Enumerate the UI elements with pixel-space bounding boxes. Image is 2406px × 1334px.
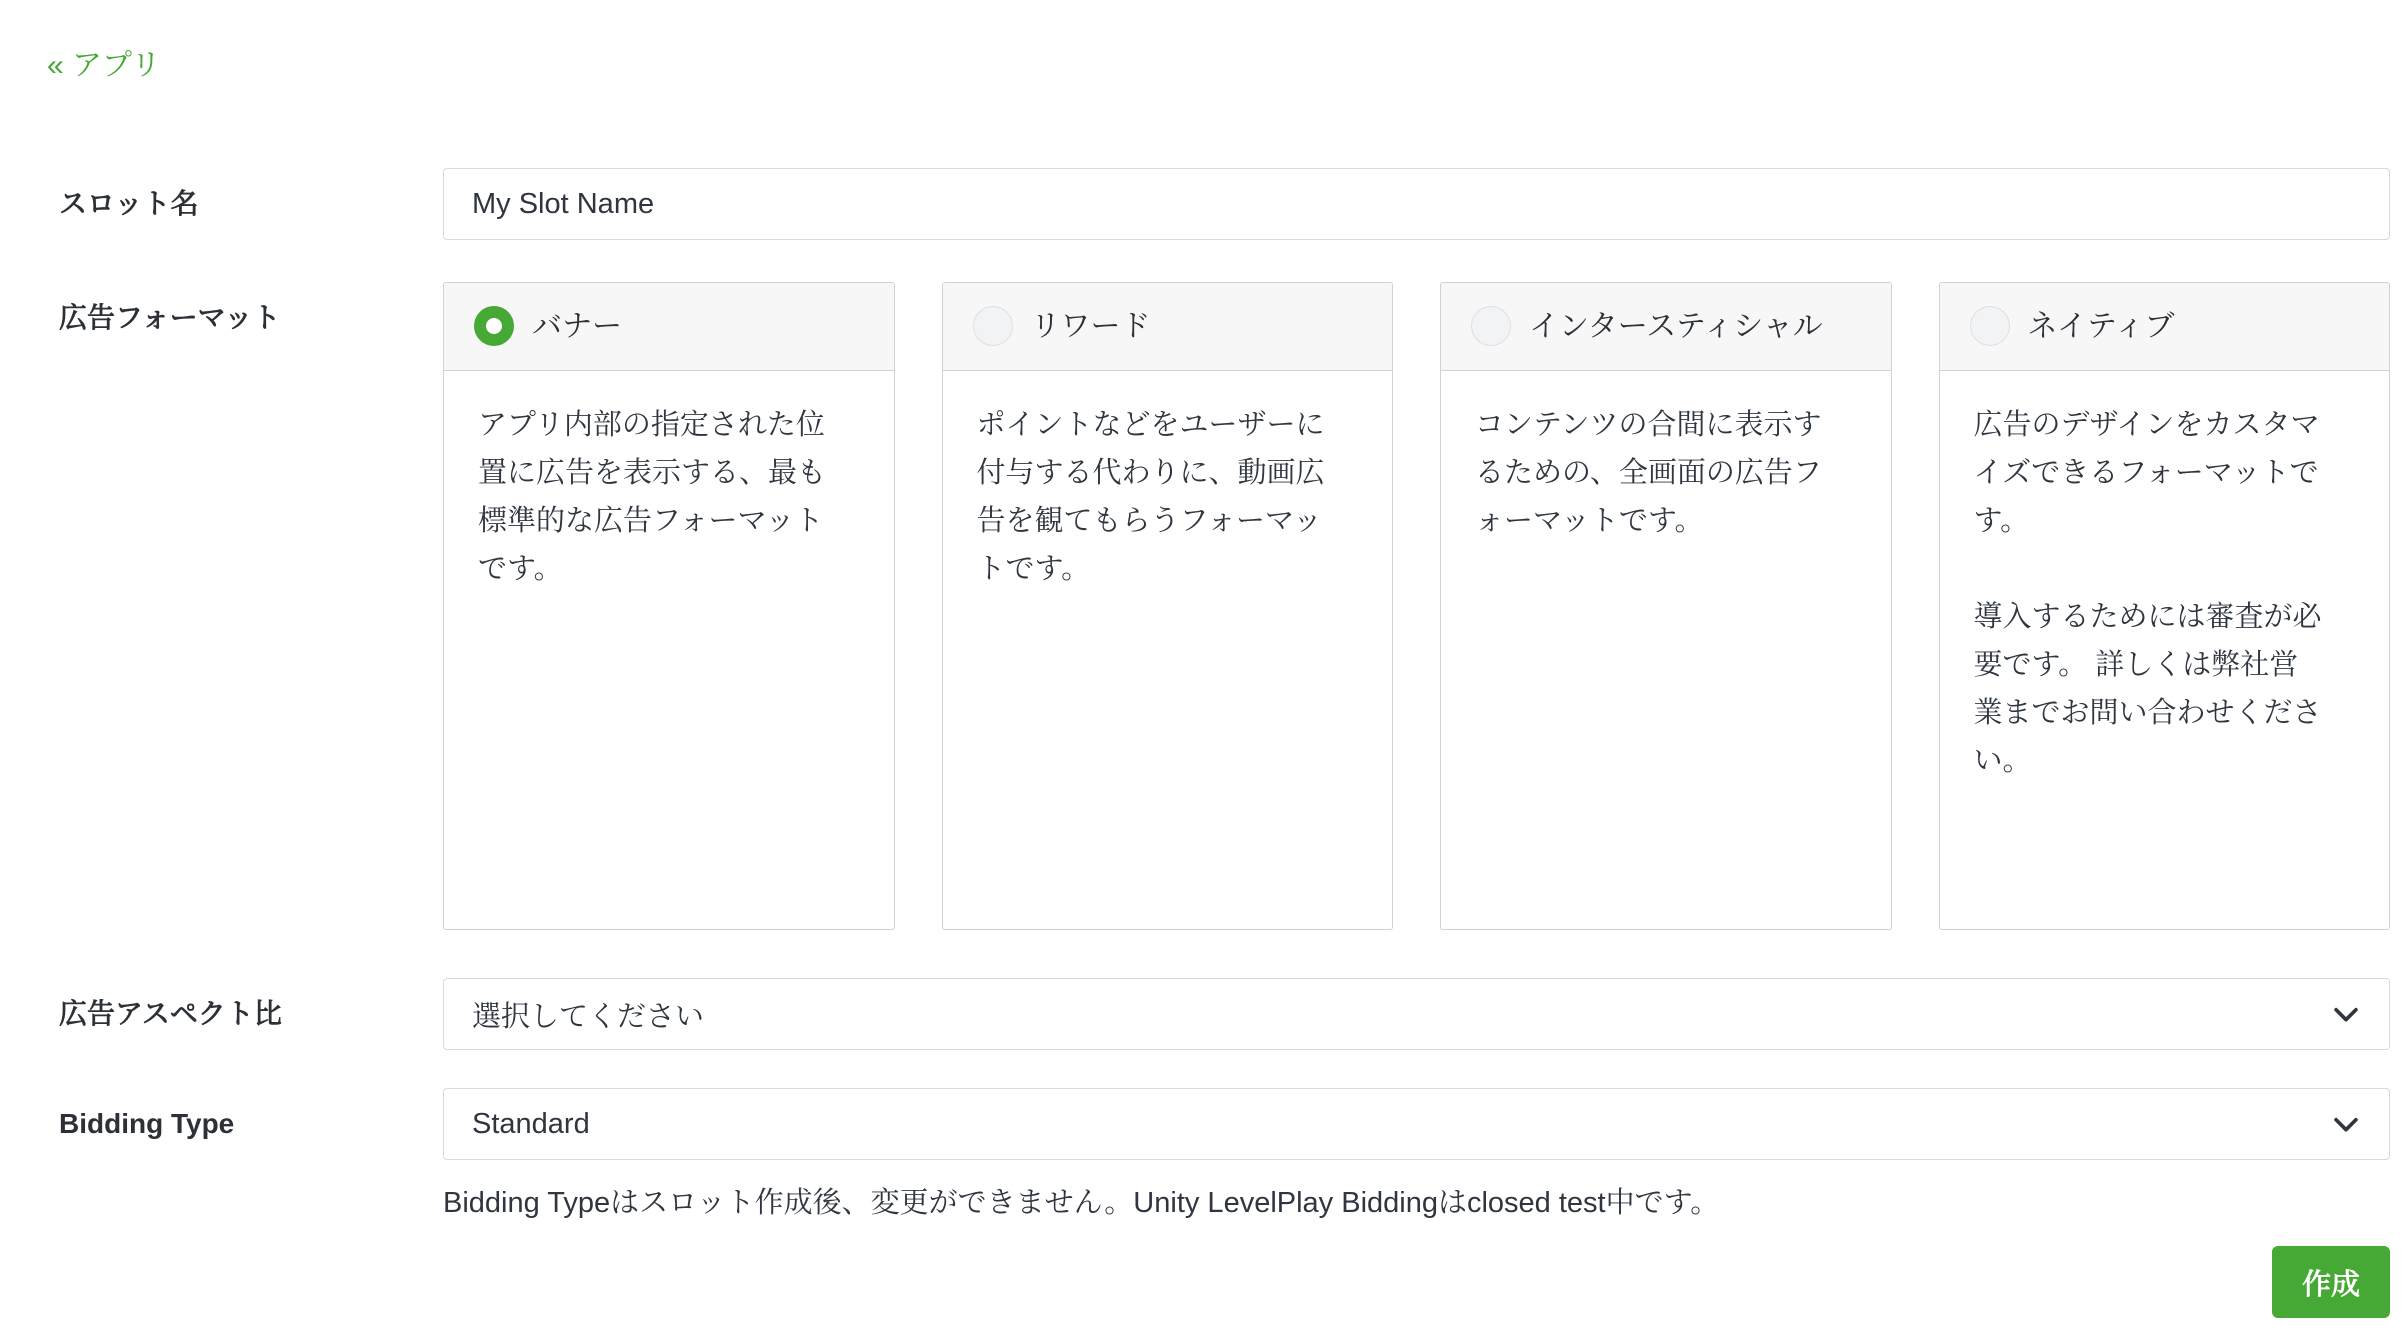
radio-native-icon[interactable] [1970, 306, 2010, 346]
bidding-type-label: Bidding Type [59, 1108, 235, 1139]
radio-interstitial-icon[interactable] [1471, 306, 1511, 346]
radio-reward-icon[interactable] [973, 306, 1013, 346]
aspect-ratio-label: 広告アスペクト比 [59, 998, 282, 1029]
format-card-reward-header [943, 283, 1393, 371]
format-card-reward[interactable] [942, 282, 1394, 930]
ad-format-row [47, 282, 2390, 930]
slot-name-row [47, 168, 2390, 240]
ad-format-cards [443, 282, 2390, 930]
format-card-native-title: ネイティブ [2027, 310, 2175, 343]
format-card-interstitial-description: コンテンツの合間に表示するための、全画面の広告フォーマットです。 [1475, 409, 1822, 537]
format-card-banner-description: アプリ内部の指定された位置に広告を表示する、最も標準的な広告フォーマットです。 [478, 409, 827, 585]
aspect-ratio-select[interactable] [443, 978, 2390, 1050]
format-card-reward-description: ポイントなどをユーザーに付与する代わりに、動画広告を観てもらうフォーマットです。 [976, 409, 1325, 585]
format-card-native[interactable] [1939, 282, 2391, 930]
bidding-type-select[interactable] [443, 1088, 2390, 1160]
bidding-type-selected-value: Standard [472, 1107, 590, 1140]
format-card-reward-title: リワード [1030, 310, 1151, 343]
slot-name-label: スロット名 [59, 188, 199, 219]
format-card-native-header [1940, 283, 2390, 371]
create-button[interactable]: 作成 [2272, 1246, 2390, 1318]
aspect-ratio-selected-value: 選択してください [472, 1000, 705, 1033]
format-card-banner[interactable] [443, 282, 895, 930]
aspect-ratio-row [47, 978, 2390, 1050]
format-card-native-description: 広告のデザインをカスタマイズできるフォーマットです。 導入するためには審査が必要です。 詳しくは弊社営業までお問い合わせください。 [1973, 409, 2322, 777]
chevron-down-icon [2329, 1107, 2363, 1141]
format-card-banner-header [444, 283, 894, 371]
slot-name-input[interactable] [443, 168, 2390, 240]
format-card-interstitial-header [1441, 283, 1891, 371]
format-card-interstitial-title: インタースティシャル [1529, 310, 1823, 343]
bidding-type-row [47, 1088, 2390, 1224]
chevron-down-icon [2329, 997, 2363, 1031]
bidding-type-note: Bidding Typeはスロット作成後、変更ができません。Unity LevelPlay Biddingはclosed test中です。 [443, 1187, 1720, 1219]
format-card-interstitial[interactable] [1440, 282, 1892, 930]
ad-format-label: 広告フォーマット [59, 302, 281, 333]
format-card-banner-title: バナー [532, 310, 622, 343]
radio-banner-icon[interactable] [474, 306, 514, 346]
submit-row [47, 1246, 2390, 1318]
back-to-apps-link[interactable]: « アプリ [47, 49, 161, 82]
